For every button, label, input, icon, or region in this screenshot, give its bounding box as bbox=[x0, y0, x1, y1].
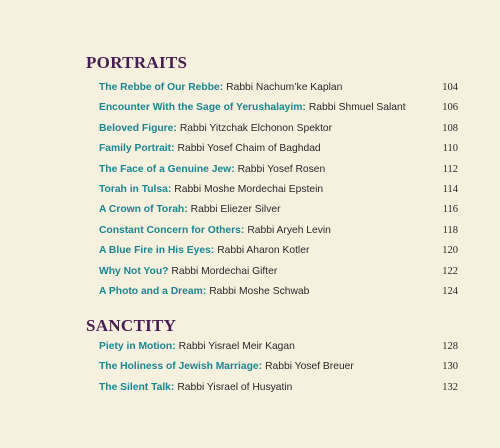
toc-entry[interactable] bbox=[99, 357, 458, 377]
entry-page-number: 122 bbox=[442, 265, 458, 277]
section-title: PORTRAITS bbox=[86, 53, 188, 72]
entry-colon: : bbox=[170, 381, 175, 393]
entry-colon: : bbox=[167, 183, 172, 195]
section-portraits bbox=[86, 52, 458, 302]
entry-page-number: 108 bbox=[442, 122, 458, 134]
entry-author: Rabbi Yosef Chaim of Baghdad bbox=[177, 143, 321, 155]
entry-author: Rabbi Mordechai Gifter bbox=[171, 265, 278, 277]
toc-entry[interactable] bbox=[99, 221, 458, 241]
entry-colon: : bbox=[231, 163, 235, 175]
entry-author: Rabbi Shmuel Salant bbox=[308, 102, 406, 114]
entry-author: Rabbi Yitzchak Elchonon Spektor bbox=[179, 122, 333, 134]
entry-title: Why Not You? bbox=[99, 265, 169, 277]
entry-colon: : bbox=[173, 122, 177, 134]
section-sanctity bbox=[86, 315, 458, 398]
entry-page-number: 106 bbox=[442, 102, 458, 114]
entry-list bbox=[86, 337, 458, 398]
entry-author: Rabbi Aryeh Levin bbox=[247, 224, 331, 236]
entry-title: Constant Concern for Others bbox=[99, 224, 241, 236]
entry-colon: : bbox=[210, 245, 215, 257]
entry-title: The Face of a Genuine Jew bbox=[99, 163, 232, 175]
entry-page-number: 104 bbox=[442, 82, 458, 93]
entry-title: The Rebbe of Our Rebbe bbox=[99, 82, 220, 93]
entry-page-number: 114 bbox=[442, 183, 458, 195]
toc-entry[interactable] bbox=[99, 378, 458, 398]
entry-colon: : bbox=[240, 224, 245, 236]
entry-list bbox=[86, 78, 458, 302]
entry-colon: : bbox=[184, 204, 188, 216]
toc-entry[interactable] bbox=[99, 200, 458, 220]
toc-entry[interactable] bbox=[99, 139, 458, 159]
entry-page-number: 116 bbox=[442, 204, 458, 216]
entry-colon: : bbox=[258, 361, 263, 373]
entry-title: Torah in Tulsa bbox=[99, 183, 168, 195]
entry-colon: : bbox=[171, 143, 175, 155]
entry-author: Rabbi Moshe Schwab bbox=[209, 285, 310, 297]
entry-page-number: 130 bbox=[442, 361, 458, 373]
toc-entry[interactable] bbox=[99, 160, 458, 180]
entry-page-number: 112 bbox=[442, 163, 458, 175]
entry-author: Rabbi Yosef Breuer bbox=[265, 361, 354, 373]
entry-author: Rabbi Yisrael Meir Kagan bbox=[178, 341, 295, 352]
entry-colon: : bbox=[302, 102, 306, 114]
entry-title: Family Portrait bbox=[99, 143, 172, 155]
entry-author: Rabbi Moshe Mordechai Epstein bbox=[174, 183, 324, 195]
entry-title: The Silent Talk bbox=[99, 381, 171, 393]
entry-author: Rabbi Eliezer Silver bbox=[190, 204, 281, 216]
toc-entry[interactable] bbox=[99, 241, 458, 261]
entry-page-number: 110 bbox=[442, 143, 458, 155]
entry-title: Encounter With the Sage of Yerushalayim bbox=[99, 102, 303, 114]
entry-colon: : bbox=[202, 285, 207, 297]
entry-page-number: 120 bbox=[442, 245, 458, 257]
toc-entry[interactable] bbox=[99, 78, 458, 98]
entry-title: A Crown of Torah bbox=[99, 204, 185, 216]
toc-entry[interactable] bbox=[99, 282, 458, 302]
entry-page-number: 124 bbox=[442, 285, 458, 297]
entry-title: A Blue Fire in His Eyes bbox=[99, 245, 211, 257]
toc-entry[interactable] bbox=[99, 98, 458, 118]
entry-page-number: 128 bbox=[442, 341, 458, 352]
entry-title: A Photo and a Dream bbox=[99, 285, 203, 297]
entry-page-number: 132 bbox=[442, 381, 458, 393]
entry-author: Rabbi Yosef Rosen bbox=[237, 163, 326, 175]
entry-title: Beloved Figure bbox=[99, 122, 174, 134]
toc-entry[interactable] bbox=[99, 180, 458, 200]
entry-author: Rabbi Yisrael of Husyatin bbox=[177, 381, 293, 393]
entry-title: Piety in Motion bbox=[99, 341, 173, 352]
toc-entry[interactable] bbox=[99, 337, 458, 357]
entry-colon: : bbox=[172, 341, 176, 352]
entry-author: Rabbi Aharon Kotler bbox=[217, 245, 310, 257]
entry-colon: : bbox=[219, 82, 224, 93]
entry-page-number: 118 bbox=[442, 224, 458, 236]
toc-entry[interactable] bbox=[99, 262, 458, 282]
section-title: SANCTITY bbox=[86, 316, 177, 335]
entry-author: Rabbi Nachum’ke Kaplan bbox=[226, 82, 343, 93]
entry-title: The Holiness of Jewish Marriage bbox=[99, 361, 259, 373]
toc-entry[interactable] bbox=[99, 119, 458, 139]
